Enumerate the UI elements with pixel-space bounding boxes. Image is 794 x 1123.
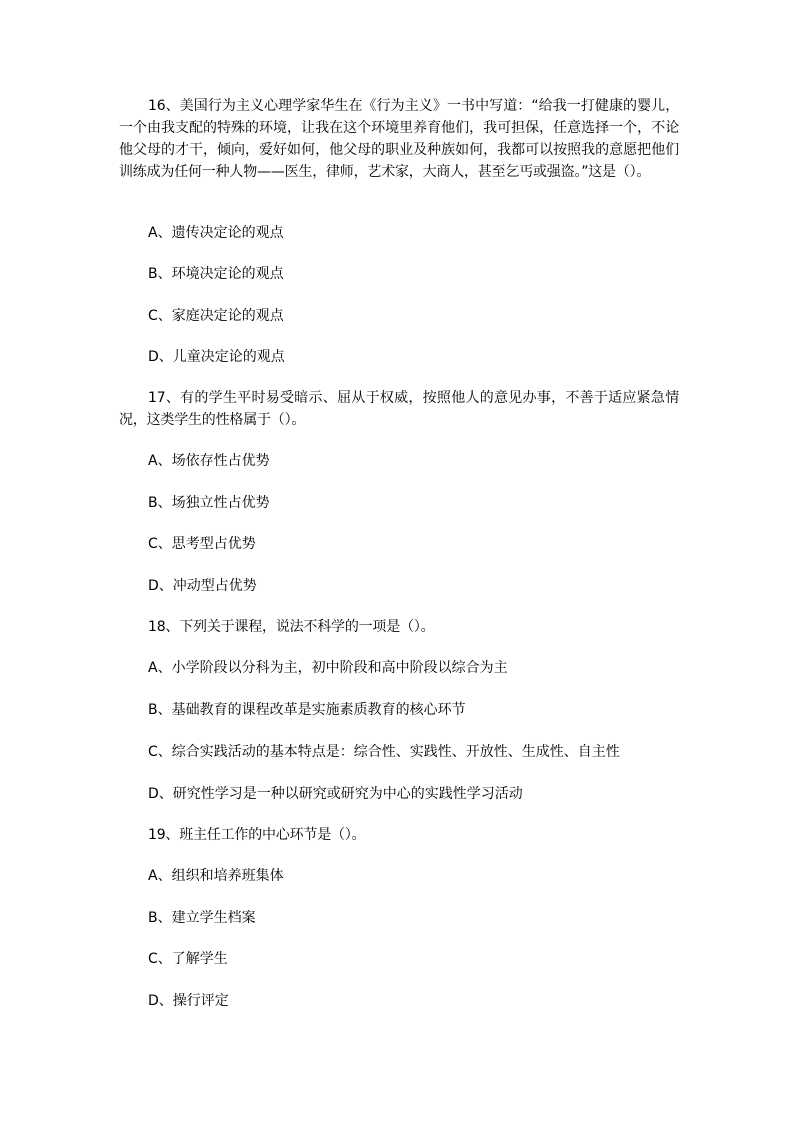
- question-17-option-c: C、思考型占优势: [148, 536, 256, 552]
- question-19-option-a: A、组织和培养班集体: [148, 868, 284, 884]
- question-17-option-a: A、场依存性占优势: [148, 453, 270, 469]
- question-19-option-d: D、操行评定: [148, 993, 229, 1009]
- question-16-option-b: B、环境决定论的观点: [148, 266, 284, 282]
- question-18-stem: 18、下列关于课程，说法不科学的一项是（）。: [148, 619, 435, 635]
- question-19-stem: 19、班主任工作的中心环节是（）。: [148, 827, 366, 843]
- question-17-option-b: B、场独立性占优势: [148, 495, 270, 511]
- question-18-option-b: B、基础教育的课程改革是实施素质教育的核心环节: [148, 702, 466, 718]
- question-16-option-c: C、家庭决定论的观点: [148, 308, 284, 324]
- question-17-option-d: D、冲动型占优势: [148, 578, 257, 594]
- question-18-option-a: A、小学阶段以分科为主，初中阶段和高中阶段以综合为主: [148, 660, 508, 676]
- question-17-stem: 17、有的学生平时易受暗示、屈从于权威，按照他人的意见办事，不善于适应紧急情况，这类学生的性格属于（）。: [119, 390, 679, 428]
- question-19-option-b: B、建立学生档案: [148, 910, 256, 926]
- question-18-option-d: D、研究性学习是一种以研究或研究为中心的实践性学习活动: [148, 786, 523, 802]
- question-16-stem: 16、美国行为主义心理学家华生在《行为主义》一书中写道：“给我一打健康的婴儿，一个由我支配的特殊的环境，让我在这个环境里养育他们，我可担保，任意选择一个，不论他父母的才干，倾向，爱好如何，他父母的职业及种族如何，我都可以按照我的意愿把他们训练成为任何一种人物——医生，律师，艺术家，大商人，甚至乞丐或强盗。”这是（）。: [119, 98, 679, 180]
- question-18-option-c: C、综合实践活动的基本特点是：综合性、实践性、开放性、生成性、自主性: [148, 744, 620, 760]
- question-16-option-d: D、儿童决定论的观点: [148, 349, 285, 365]
- question-16-option-a: A、遗传决定论的观点: [148, 225, 284, 241]
- question-19-option-c: C、了解学生: [148, 951, 228, 967]
